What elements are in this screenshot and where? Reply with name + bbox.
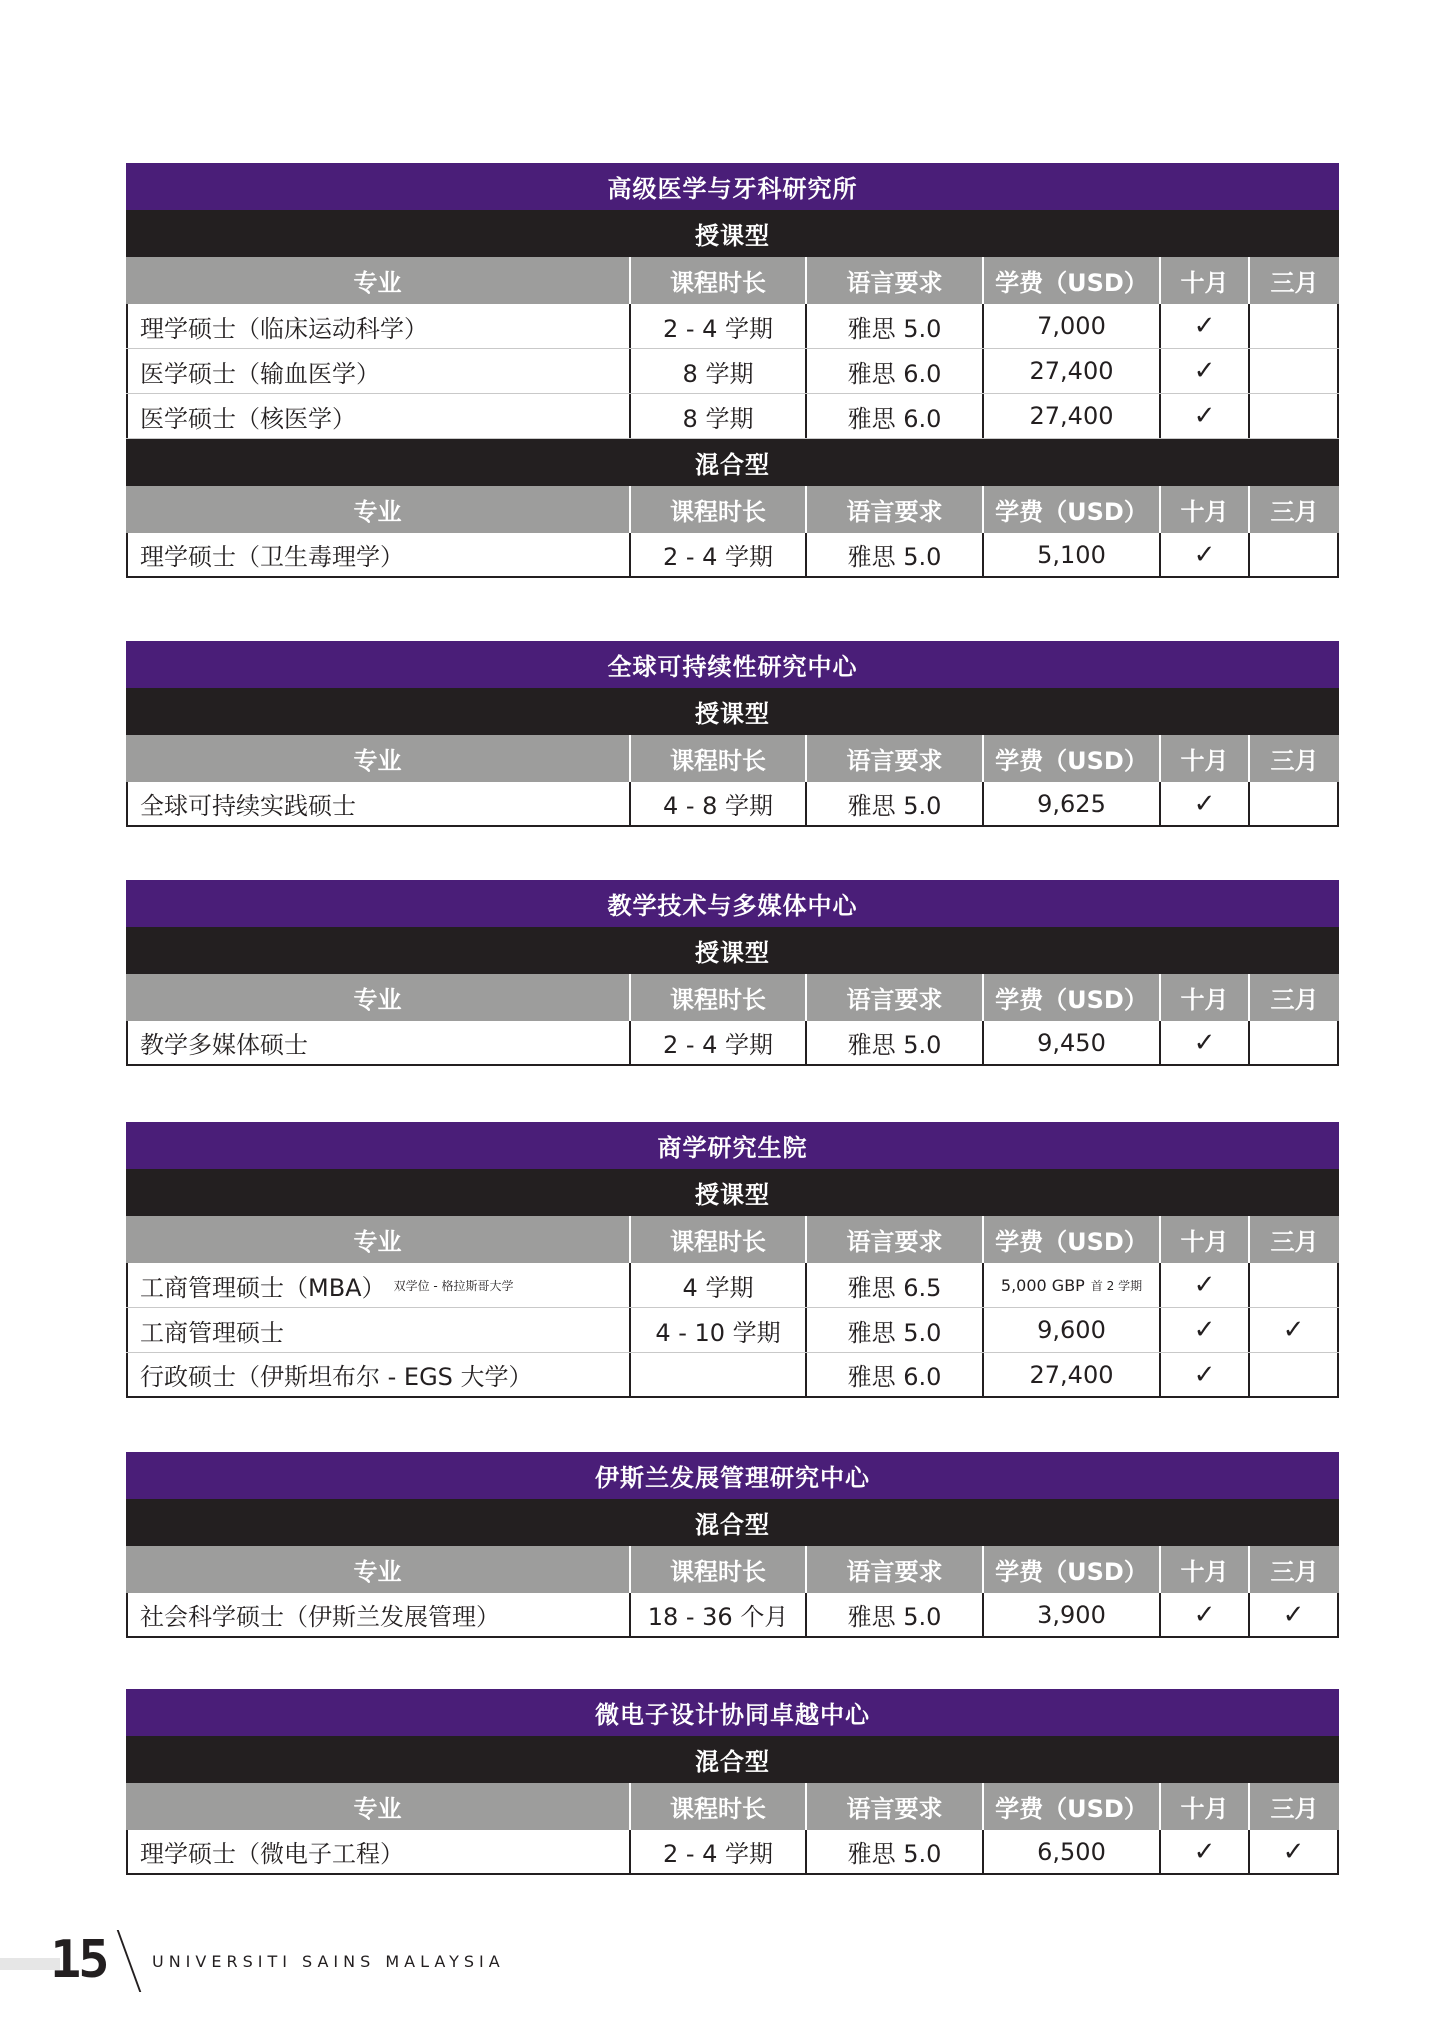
check-icon: ✓ <box>1193 539 1216 570</box>
check-icon: ✓ <box>1282 1836 1305 1867</box>
fee-cell: 27,400 <box>984 1353 1161 1396</box>
language-cell: 雅思 6.0 <box>807 394 984 438</box>
table-row <box>126 1263 1339 1308</box>
fee-cell: 6,500 <box>984 1830 1161 1873</box>
fee-cell: 7,000 <box>984 304 1161 348</box>
table-row <box>126 304 1339 349</box>
program-type: 混合型 <box>126 1736 1339 1783</box>
duration-cell: 2 - 4 学期 <box>631 1830 807 1873</box>
major-cell: 医学硕士（核医学） <box>126 394 631 438</box>
header-october: 十月 <box>1161 486 1250 533</box>
check-icon: ✓ <box>1282 1315 1305 1345</box>
section-educational-technology <box>126 880 1339 1066</box>
march-cell <box>1250 1263 1339 1307</box>
header-october: 十月 <box>1161 1783 1250 1830</box>
header-major: 专业 <box>126 1783 631 1830</box>
page-number: 15 <box>50 1930 107 1990</box>
header-march: 三月 <box>1270 747 1319 775</box>
header-march: 三月 <box>1270 269 1319 297</box>
major-name: 工商管理硕士（MBA） <box>140 1273 386 1302</box>
header-duration: 课程时长 <box>631 1216 807 1263</box>
header-language: 语言要求 <box>807 974 984 1021</box>
language-cell: 雅思 6.5 <box>807 1263 984 1307</box>
october-cell <box>1161 394 1250 438</box>
header-october: 十月 <box>1161 257 1250 304</box>
october-cell <box>1161 533 1250 576</box>
table-header <box>126 257 1339 304</box>
header-march: 三月 <box>1270 1558 1319 1586</box>
duration-cell <box>631 1353 807 1396</box>
section-title: 微电子设计协同卓越中心 <box>126 1689 1339 1736</box>
table-row <box>126 782 1339 827</box>
program-type: 授课型 <box>126 210 1339 257</box>
header-major: 专业 <box>126 257 631 304</box>
header-march: 三月 <box>1270 986 1319 1014</box>
check-icon: ✓ <box>1193 356 1216 386</box>
header-duration: 课程时长 <box>631 257 807 304</box>
header-language: 语言要求 <box>807 257 984 304</box>
fee-note: 首 2 学期 <box>1090 1278 1143 1293</box>
fee-cell: 27,400 <box>984 394 1161 438</box>
header-october: 十月 <box>1161 735 1250 782</box>
fee-cell: 27,400 <box>984 349 1161 393</box>
language-cell: 雅思 5.0 <box>807 782 984 825</box>
header-march: 三月 <box>1270 498 1319 526</box>
language-cell: 雅思 5.0 <box>807 1830 984 1873</box>
section-institute-advanced-medicine <box>126 163 1339 578</box>
march-cell <box>1250 304 1339 348</box>
header-march: 三月 <box>1270 1795 1319 1823</box>
header-march: 三月 <box>1270 1228 1319 1256</box>
language-cell: 雅思 6.0 <box>807 1353 984 1396</box>
major-cell: 理学硕士（卫生毒理学） <box>126 533 631 576</box>
october-cell <box>1161 1593 1250 1636</box>
table-header <box>126 1546 1339 1593</box>
fee-cell <box>984 1263 1161 1307</box>
march-cell <box>1250 1830 1339 1873</box>
fee-cell: 3,900 <box>984 1593 1161 1636</box>
check-icon: ✓ <box>1193 401 1216 431</box>
header-major: 专业 <box>126 1216 631 1263</box>
language-cell: 雅思 5.0 <box>807 1593 984 1636</box>
header-fee: 学费（USD） <box>984 1783 1161 1830</box>
header-language: 语言要求 <box>807 735 984 782</box>
university-name: UNIVERSITI SAINS MALAYSIA <box>152 1952 505 1971</box>
header-duration: 课程时长 <box>631 1783 807 1830</box>
header-language: 语言要求 <box>807 486 984 533</box>
march-cell <box>1250 1021 1339 1064</box>
section-title: 伊斯兰发展管理研究中心 <box>126 1452 1339 1499</box>
check-icon: ✓ <box>1193 1027 1216 1058</box>
section-islamic-development-management <box>126 1452 1339 1638</box>
language-cell: 雅思 5.0 <box>807 1308 984 1352</box>
fee-value: 5,000 GBP <box>1000 1275 1085 1295</box>
header-duration: 课程时长 <box>631 974 807 1021</box>
major-cell <box>126 1263 631 1307</box>
header-fee: 学费（USD） <box>984 974 1161 1021</box>
language-cell: 雅思 6.0 <box>807 349 984 393</box>
duration-cell: 2 - 4 学期 <box>631 533 807 576</box>
section-microelectronics-design <box>126 1689 1339 1875</box>
fee-cell: 9,600 <box>984 1308 1161 1352</box>
header-language: 语言要求 <box>807 1783 984 1830</box>
header-duration: 课程时长 <box>631 1546 807 1593</box>
duration-cell: 8 学期 <box>631 349 807 393</box>
check-icon: ✓ <box>1193 311 1216 341</box>
major-cell: 行政硕士（伊斯坦布尔 - EGS 大学） <box>126 1353 631 1396</box>
header-major: 专业 <box>126 735 631 782</box>
october-cell <box>1161 782 1250 825</box>
language-cell: 雅思 5.0 <box>807 304 984 348</box>
duration-cell: 4 学期 <box>631 1263 807 1307</box>
header-duration: 课程时长 <box>631 486 807 533</box>
october-cell <box>1161 349 1250 393</box>
march-cell <box>1250 349 1339 393</box>
header-october: 十月 <box>1161 1546 1250 1593</box>
header-major: 专业 <box>126 974 631 1021</box>
march-cell <box>1250 1593 1339 1636</box>
check-icon: ✓ <box>1193 1599 1216 1630</box>
section-graduate-business-school <box>126 1122 1339 1398</box>
header-fee: 学费（USD） <box>984 1546 1161 1593</box>
check-icon: ✓ <box>1282 1599 1305 1630</box>
header-language: 语言要求 <box>807 1546 984 1593</box>
page-footer <box>0 1930 560 1990</box>
table-row <box>126 1021 1339 1066</box>
major-cell: 理学硕士（临床运动科学） <box>126 304 631 348</box>
duration-cell: 8 学期 <box>631 394 807 438</box>
program-type: 授课型 <box>126 1169 1339 1216</box>
duration-cell: 2 - 4 学期 <box>631 304 807 348</box>
header-october: 十月 <box>1161 974 1250 1021</box>
duration-cell: 18 - 36 个月 <box>631 1593 807 1636</box>
program-type: 授课型 <box>126 688 1339 735</box>
major-cell: 社会科学硕士（伊斯兰发展管理） <box>126 1593 631 1636</box>
slash-divider <box>117 1930 142 1992</box>
major-cell: 工商管理硕士 <box>126 1308 631 1352</box>
header-duration: 课程时长 <box>631 735 807 782</box>
table-header <box>126 735 1339 782</box>
program-type: 混合型 <box>126 439 1339 486</box>
march-cell <box>1250 1308 1339 1352</box>
section-title: 商学研究生院 <box>126 1122 1339 1169</box>
check-icon: ✓ <box>1193 1315 1216 1345</box>
fee-cell: 9,625 <box>984 782 1161 825</box>
section-title: 高级医学与牙科研究所 <box>126 163 1339 210</box>
major-note: 双学位 - 格拉斯哥大学 <box>393 1278 514 1293</box>
october-cell <box>1161 1830 1250 1873</box>
major-cell: 全球可持续实践硕士 <box>126 782 631 825</box>
table-row <box>126 1830 1339 1875</box>
table-row <box>126 1308 1339 1353</box>
check-icon: ✓ <box>1193 1359 1216 1390</box>
section-title: 教学技术与多媒体中心 <box>126 880 1339 927</box>
program-type: 混合型 <box>126 1499 1339 1546</box>
october-cell <box>1161 1308 1250 1352</box>
major-cell: 教学多媒体硕士 <box>126 1021 631 1064</box>
section-global-sustainability <box>126 641 1339 827</box>
duration-cell: 4 - 8 学期 <box>631 782 807 825</box>
duration-cell: 2 - 4 学期 <box>631 1021 807 1064</box>
fee-cell: 9,450 <box>984 1021 1161 1064</box>
table-row <box>126 533 1339 578</box>
header-fee: 学费（USD） <box>984 486 1161 533</box>
header-fee: 学费（USD） <box>984 1216 1161 1263</box>
october-cell <box>1161 1263 1250 1307</box>
header-fee: 学费（USD） <box>984 257 1161 304</box>
table-header <box>126 1783 1339 1830</box>
table-row <box>126 349 1339 394</box>
header-language: 语言要求 <box>807 1216 984 1263</box>
check-icon: ✓ <box>1193 788 1216 819</box>
header-october: 十月 <box>1161 1216 1250 1263</box>
major-cell: 医学硕士（输血医学） <box>126 349 631 393</box>
header-major: 专业 <box>126 1546 631 1593</box>
language-cell: 雅思 5.0 <box>807 533 984 576</box>
march-cell <box>1250 394 1339 438</box>
table-header <box>126 974 1339 1021</box>
march-cell <box>1250 782 1339 825</box>
march-cell <box>1250 533 1339 576</box>
header-major: 专业 <box>126 486 631 533</box>
duration-cell: 4 - 10 学期 <box>631 1308 807 1352</box>
language-cell: 雅思 5.0 <box>807 1021 984 1064</box>
table-header <box>126 486 1339 533</box>
march-cell <box>1250 1353 1339 1396</box>
october-cell <box>1161 1021 1250 1064</box>
check-icon: ✓ <box>1193 1270 1216 1300</box>
check-icon: ✓ <box>1193 1836 1216 1867</box>
program-type: 授课型 <box>126 927 1339 974</box>
october-cell <box>1161 1353 1250 1396</box>
table-row <box>126 1353 1339 1398</box>
header-fee: 学费（USD） <box>984 735 1161 782</box>
section-title: 全球可持续性研究中心 <box>126 641 1339 688</box>
october-cell <box>1161 304 1250 348</box>
table-header <box>126 1216 1339 1263</box>
fee-cell: 5,100 <box>984 533 1161 576</box>
major-cell: 理学硕士（微电子工程） <box>126 1830 631 1873</box>
table-row <box>126 1593 1339 1638</box>
table-row <box>126 394 1339 439</box>
